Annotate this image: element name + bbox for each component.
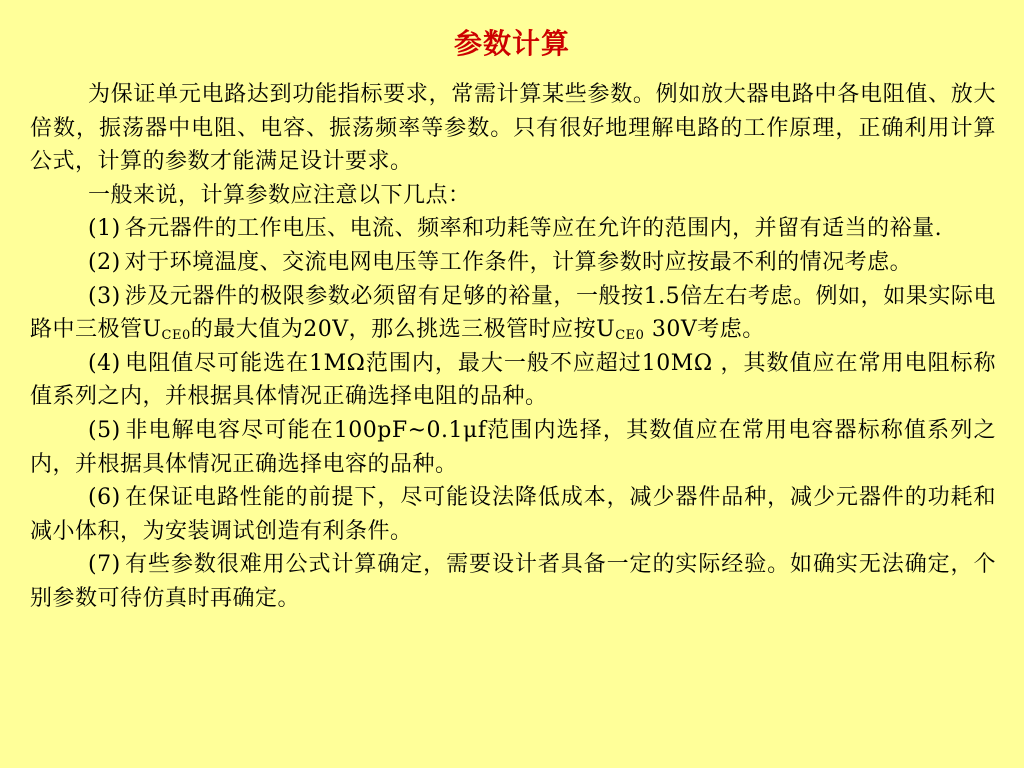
intro-paragraph xyxy=(30,78,996,179)
point-number: (1) xyxy=(88,216,121,242)
slide-title: 参数计算 xyxy=(453,27,570,60)
point-number: (4) xyxy=(88,350,121,376)
point-text: 有些参数很难用公式计算确定，需要设计者具备一定的实际经验。如确实无法确定，个别参数可待仿真时再确定。 xyxy=(30,552,996,611)
point-text: 电阻值尽可能选在1MΩ范围内，最大一般不应超过10MΩ ，其数值应在常用电阻标称值系列之内，并根据具体情况正确选择电阻的品种。 xyxy=(30,350,996,410)
point-text: 在保证电路性能的前提下，尽可能设法降低成本，减少器件品种，减少元器件的功耗和减小体积，为安装调试创造有利条件。 xyxy=(30,485,996,544)
point-number: (5) xyxy=(88,417,121,443)
point-7 xyxy=(30,548,996,615)
point-number: (6) xyxy=(88,485,121,511)
point-text: 30V考虑。 xyxy=(644,317,765,343)
slide-body xyxy=(30,78,996,616)
point-3 xyxy=(30,280,996,347)
point-number: (3) xyxy=(88,283,121,309)
point-number: (2) xyxy=(88,249,121,275)
point-2 xyxy=(30,246,996,280)
points-lead-text: 一般来说，计算参数应注意以下几点： xyxy=(88,182,471,208)
point-1 xyxy=(30,212,996,246)
point-number: (7) xyxy=(88,552,121,578)
point-text: 涉及元器件的极限参数必须留有足够的裕量，一般按1.5倍左右考虑。例如，如果实际电路中三极管U xyxy=(30,283,996,343)
point-text: 非电解电容尽可能在100pF~0.1μf范围内选择，其数值应在常用电容器标称值系列之内，并根据具体情况正确选择电容的品种。 xyxy=(30,417,996,477)
points-lead-paragraph xyxy=(30,179,996,213)
point-text: 的最大值为20V，那么挑选三极管时应按U xyxy=(190,317,616,343)
point-4 xyxy=(30,347,996,414)
subscript-ce0: CE0 xyxy=(161,328,191,344)
point-text: 各元器件的工作电压、电流、频率和功耗等应在允许的范围内，并留有适当的裕量. xyxy=(124,216,943,242)
subscript-ce0: CE0 xyxy=(615,328,645,344)
intro-text: 为保证单元电路达到功能指标要求，常需计算某些参数。例如放大器电路中各电阻值、放大倍数，振荡器中电阻、电容、振荡频率等参数。只有很好地理解电路的工作原理，正确利用计算公式，计算的参数才能满足设计要求。 xyxy=(30,82,996,175)
point-6 xyxy=(30,481,996,548)
point-text: 对于环境温度、交流电网电压等工作条件，计算参数时应按最不利的情况考虑。 xyxy=(124,249,913,275)
point-5 xyxy=(30,414,996,481)
